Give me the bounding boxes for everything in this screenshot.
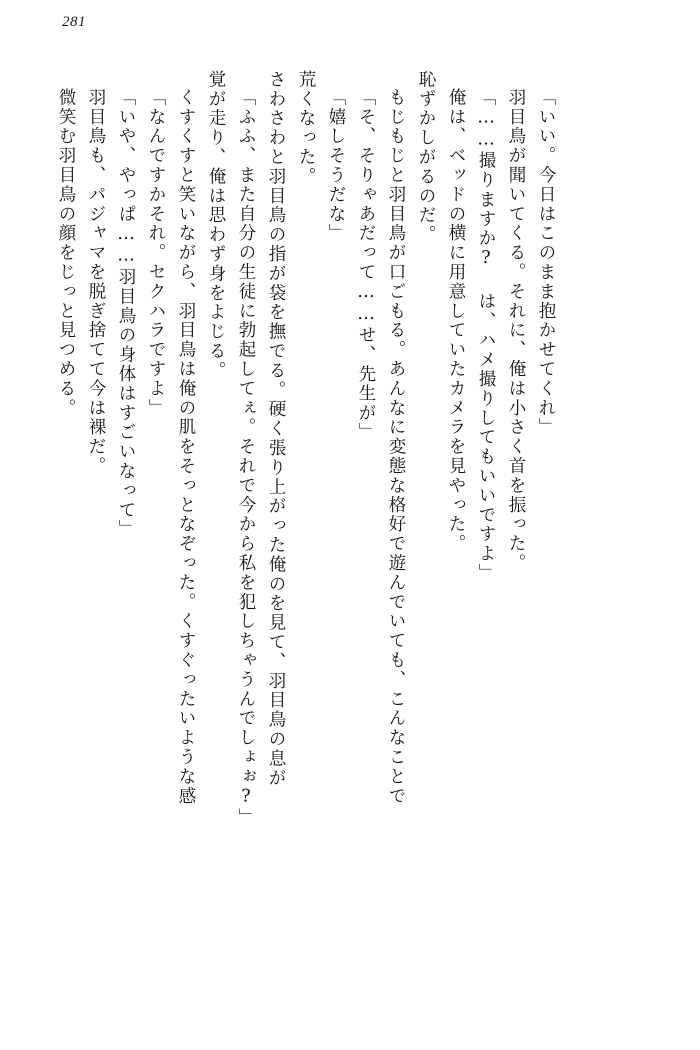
page-number: 281 (62, 14, 86, 30)
text-column: さわさわと羽目鳥の指が袋を撫でる。硬く張り上がった俺のを見て、羽目鳥の息が (266, 70, 286, 788)
text-column: 「いや、やっぱ……羽目鳥の身体はすごいなって」 (116, 88, 136, 540)
text-column: もじもじと羽目鳥が口ごもる。あんなに変態な格好で遊んでいても、こんなことで (386, 88, 406, 806)
vertical-text-block (44, 70, 652, 1000)
text-column: 覚が走り、俺は思わず身をよじる。 (206, 70, 226, 381)
text-column: 羽目鳥が聞いてくる。それに、俺は小さく首を振った。 (506, 88, 526, 573)
text-column: 微笑む羽目鳥の顔をじっと見つめる。 (56, 88, 76, 418)
text-column: 「ふふ、また自分の生徒に勃起してぇ。それで今から私を犯しちゃうんでしょぉ?」 (236, 88, 256, 828)
text-column: 「いい。今日はこのまま抱かせてくれ」 (536, 88, 556, 438)
text-column: 羽目鳥も、パジャマを脱ぎ捨てて今は裸だ。 (86, 88, 106, 476)
text-column: 「そ、そりゃあだって……せ、先生が」 (356, 88, 376, 443)
text-column: 「……撮りますか? は、ハメ撮りしてもいいですよ」 (476, 88, 496, 583)
text-column: 俺は、ベッドの横に用意していたカメラを見やった。 (446, 88, 466, 554)
text-column: 恥ずかしがるのだ。 (416, 70, 436, 245)
text-column: 荒くなった。 (296, 70, 316, 187)
text-column: 「嬉しそうだな」 (326, 88, 346, 244)
text-column: くすくすと笑いながら、羽目鳥は俺の肌をそっとなぞった。くすぐったいような感 (176, 88, 196, 806)
text-column: 「なんですかそれ。セクハラですよ」 (146, 88, 166, 418)
